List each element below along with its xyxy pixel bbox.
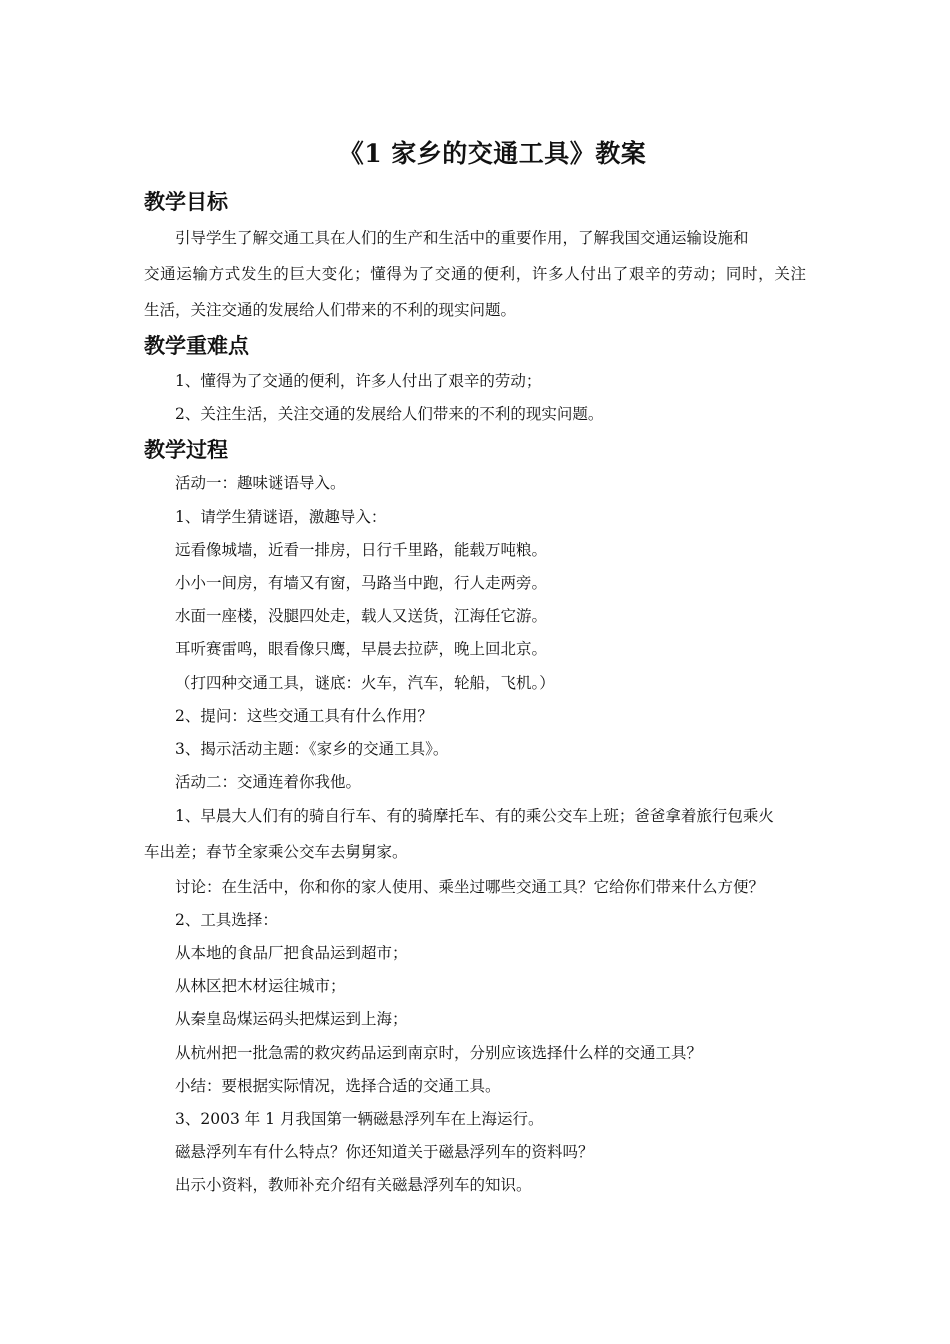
process-line: 出示小资料，教师补充介绍有关磁悬浮列车的知识。 [175,1176,532,1194]
process-line: 从本地的食品厂把食品运到超市； [175,944,408,962]
process-line: 3、揭示活动主题：《家乡的交通工具》。 [175,740,449,758]
process-line: 小小一间房，有墙又有窗，马路当中跑，行人走两旁。 [175,574,548,592]
paragraph-line: 生活，关注交通的发展给人们带来的不利的现实问题。 [144,301,517,319]
process-line: 从秦皇岛煤运码头把煤运到上海； [175,1010,408,1028]
process-line: 耳听赛雷鸣，眼看像只鹰，早晨去拉萨，晚上回北京。 [175,640,548,658]
process-line: 从杭州把一批急需的救灾药品运到南京时，分别应该选择什么样的交通工具？ [175,1044,703,1062]
process-line: 1、早晨大人们有的骑自行车、有的骑摩托车、有的乘公交车上班；爸爸拿着旅行包乘火 [175,807,774,825]
process-line: 2、提问：这些交通工具有什么作用？ [175,707,433,725]
section-heading-goals: 教学目标 [144,190,228,214]
process-line: 远看像城墙，近看一排房，日行千里路，能载万吨粮。 [175,541,548,559]
process-line: 水面一座楼，没腿四处走，载人又送货，江海任它游。 [175,607,548,625]
document-title: 《1 家乡的交通工具》教案 [338,139,647,168]
paragraph-line: 交通运输方式发生的巨大变化；懂得为了交通的便利，许多人付出了艰辛的劳动；同时，关注 [144,265,806,283]
process-line: 3、2003 年 1 月我国第一辆磁悬浮列车在上海运行。 [175,1110,544,1128]
process-line: 活动二：交通连着你我他。 [175,773,362,791]
process-line: 1、请学生猜谜语，激趣导入： [175,508,387,526]
section-heading-process: 教学过程 [144,438,228,462]
paragraph-line: 引导学生了解交通工具在人们的生产和生活中的重要作用，了解我国交通运输设施和 [175,229,749,247]
process-line: 活动一：趣味谜语导入。 [175,474,346,492]
list-item: 2、关注生活，关注交通的发展给人们带来的不利的现实问题。 [175,405,604,423]
process-line: 小结：要根据实际情况，选择合适的交通工具。 [175,1077,501,1095]
process-line: （打四种交通工具，谜底：火车，汽车，轮船，飞机。） [175,674,555,692]
process-line: 磁悬浮列车有什么特点？你还知道关于磁悬浮列车的资料吗？ [175,1143,594,1161]
section-heading-key-points: 教学重难点 [144,334,249,358]
process-line: 讨论：在生活中，你和你的家人使用、乘坐过哪些交通工具？它给你们带来什么方便？ [175,878,765,896]
process-line: 从林区把木材运往城市； [175,977,346,995]
process-line: 2、工具选择： [175,911,278,929]
list-item: 1、懂得为了交通的便利，许多人付出了艰辛的劳动； [175,372,542,390]
process-line: 车出差；春节全家乘公交车去舅舅家。 [144,843,408,861]
